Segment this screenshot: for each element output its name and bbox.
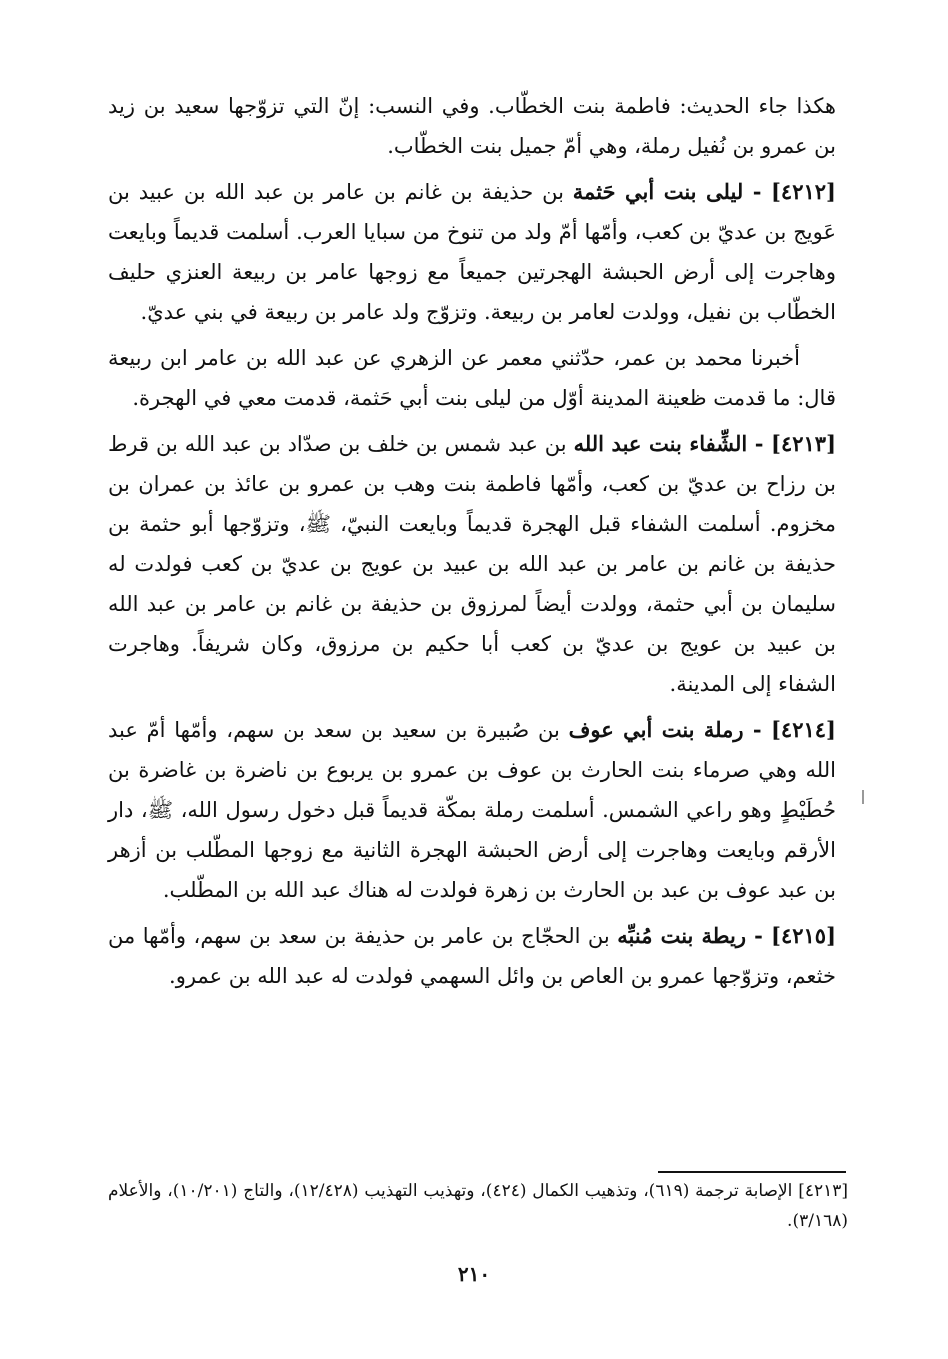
entry-4212-text: بن حذيفة بن غانم بن عامر بن عبد الله بن عبيد بن عَويج بن عديّ بن كعب، وأمّها أمّ ولد من تنوخ من سبايا العرب. أسلمت قديماً وبايعت وهاجرت إلى أرض الحبشة الهجرتين جميعاً مع زوجها عامر بن ربيعة العنزي حليف الخطّاب بن نفيل، وولدت لعامر بن ربيعة. وتزوّج ولد عامر بن ربيعة في بني عديّ. bbox=[108, 180, 836, 324]
footnote-divider bbox=[658, 1171, 846, 1173]
margin-mark bbox=[862, 790, 864, 804]
entry-4214 bbox=[108, 710, 836, 910]
paragraph-1-text: هكذا جاء الحديث: فاطمة بنت الخطّاب. وفي النسب: إنّ التي تزوّجها سعيد بن زيد بن عمرو بن نُفيل رملة، وهي أمّ جميل بنت الخطّاب. bbox=[108, 94, 836, 158]
paragraph-narration bbox=[108, 338, 836, 418]
paragraph-narration-text: أخبرنا محمد بن عمر، حدّثني معمر عن الزهري عن عبد الله بن عامر ابن ربيعة قال: ما قدمت ظعينة المدينة أوّل من ليلى بنت أبي حَثمة، قدمت معي في الهجرة. bbox=[108, 346, 836, 410]
footnote: [٤٢١٣] الإصابة ترجمة (٦١٩)، وتذهيب الكمال (٤٢٤)، وتهذيب التهذيب (١٢/٤٢٨)، والتاج (١٠/٢٠١)، والأعلام (٣/١٦٨). bbox=[108, 1181, 849, 1231]
entry-4215-heading: [٤٢١٥] - ريطة بنت مُنبِّه bbox=[617, 923, 836, 948]
entry-4215-text: بن الحجّاج بن عامر بن حذيفة بن سعد بن سهم، وأمّها من خثعم، وتزوّجها عمرو بن العاص بن وائل السهمي فولدت له عبد الله بن عمرو. bbox=[108, 924, 836, 988]
entry-4213-text: بن عبد شمس بن خلف بن صدّاد بن عبد الله بن قرط بن رزاح بن عديّ بن كعب، وأمّها فاطمة بنت وهب بن عمرو بن عائذ بن عمران بن مخزوم. أسلمت الشفاء قبل الهجرة قديماً وبايعت النبيّ، ﷺ، وتزوّجها أبو حثمة بن حذيفة بن غانم بن عامر بن عبد الله بن عبيد بن عويج بن عديّ بن كعب فولدت له سليمان بن أبي حثمة، وولدت أيضاً لمرزوق بن حذيفة بن غانم بن عامر بن عبد الله بن عبيد بن عويج بن عديّ بن كعب أبا حكيم بن مرزوق، وكان شريفاً. وهاجرت الشفاء إلى المدينة. bbox=[108, 432, 836, 696]
entry-4214-text: بن صُبيرة بن سعيد بن سعد بن سهم، وأمّها أمّ عبد الله وهي صرماء بنت الحارث بن عوف بن عمرو بن يربوع بن ناضرة بن غاضرة بن حُطَيْطٍ وهو راعي الشمس. أسلمت رملة بمكّة قديماً قبل دخول رسول الله، ﷺ، دار الأرقم وبايعت وهاجرت إلى أرض الحبشة الهجرة الثانية مع زوجها المطّلب بن أزهر بن عبد عوف بن عبد بن الحارث بن زهرة فولدت له هناك عبد الله بن المطّلب. bbox=[108, 718, 836, 902]
entry-4212-heading: [٤٢١٢] - ليلى بنت أبي حَثمة bbox=[572, 179, 836, 204]
entry-4213 bbox=[108, 424, 836, 704]
entry-4212 bbox=[108, 172, 836, 332]
entry-4213-heading: [٤٢١٣] - الشِّفاء بنت عبد الله bbox=[573, 431, 836, 456]
page-body bbox=[108, 86, 836, 996]
entry-4214-heading: [٤٢١٤] - رملة بنت أبي عوف bbox=[568, 717, 836, 742]
entry-4215 bbox=[108, 916, 836, 996]
page-number: ٢١٠ bbox=[457, 1262, 491, 1286]
paragraph-1 bbox=[108, 86, 836, 166]
